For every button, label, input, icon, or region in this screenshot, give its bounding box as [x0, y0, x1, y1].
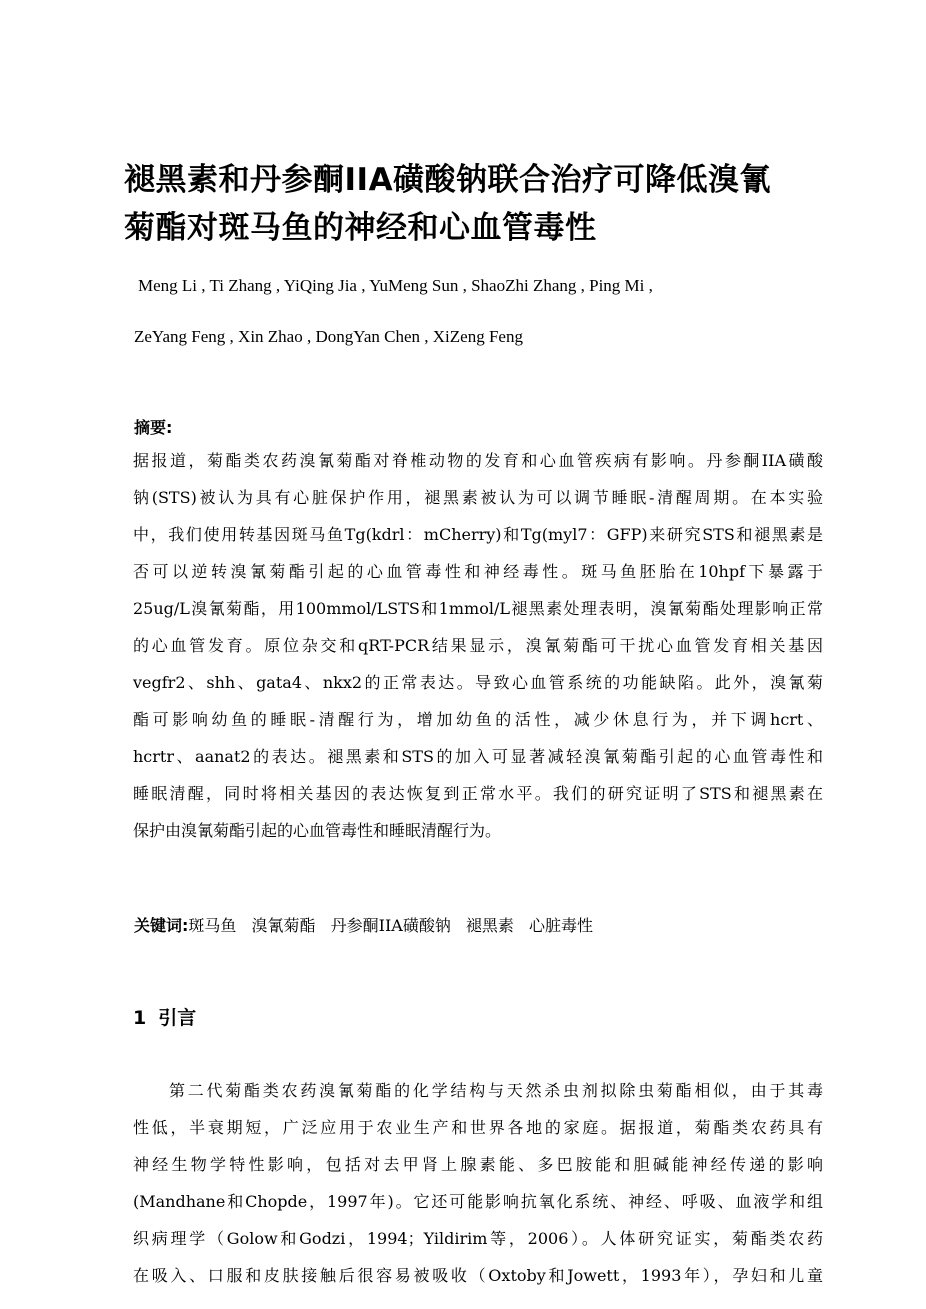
- intro-line: 在吸入、口服和皮肤接触后很容易被吸收（Oxtoby和Jowett，1993年），孕妇和儿童: [133, 1266, 823, 1285]
- author-list-line-1: Meng Li , Ti Zhang , YiQing Jia , YuMeng Sun , ShaoZhi Zhang , Ping Mi ,: [138, 276, 653, 295]
- paper-title: [124, 156, 844, 252]
- section-heading-introduction: [133, 1003, 196, 1030]
- keywords-label: 关键词:: [134, 916, 189, 935]
- keywords: [134, 913, 603, 936]
- keyword: 斑马鱼: [188, 916, 237, 935]
- intro-line: (Mandhane和Chopde，1997年)。它还可能影响抗氧化系统、神经、呼吸、血液学和组: [133, 1192, 823, 1211]
- abstract-label: 摘要:: [134, 418, 173, 437]
- abstract-line: 25ug/L溴氰菊酯，用100mmol/LSTS和1mmol/L褪黑素处理表明，溴氰菊酯处理影响正常: [133, 599, 823, 618]
- intro-line: 第二代菊酯类农药溴氰菊酯的化学结构与天然杀虫剂拟除虫菊酯相似，由于其毒: [169, 1081, 823, 1100]
- abstract-line: 据报道，菊酯类农药溴氰菊酯对脊椎动物的发育和心血管疾病有影响。丹参酮IIA磺酸: [133, 451, 823, 470]
- abstract-line: 的心血管发育。原位杂交和qRT-PCR结果显示，溴氰菊酯可干扰心血管发育相关基因: [133, 636, 823, 655]
- title-line-2: 菊酯对斑马鱼的神经和心血管毒性: [124, 210, 597, 246]
- author-list-line-2: ZeYang Feng , Xin Zhao , DongYan Chen , XiZeng Feng: [134, 327, 523, 346]
- abstract-line: 中，我们使用转基因斑马鱼Tg(kdrl：mCherry)和Tg(myl7：GFP)来研究STS和褪黑素是: [133, 525, 823, 544]
- keyword: 溴氰菊酯: [251, 916, 316, 935]
- intro-line: 织病理学（Golow和Godzi，1994；Yildirim等，2006）。人体研究证实，菊酯类农药: [133, 1229, 823, 1248]
- keyword: 丹参酮IIA磺酸钠: [330, 916, 451, 935]
- abstract-line: vegfr2、shh、gata4、nkx2的正常表达。导致心血管系统的功能缺陷。此外，溴氰菊: [133, 673, 823, 692]
- introduction-body: [133, 1072, 823, 1294]
- keyword: 褪黑素: [465, 916, 514, 935]
- abstract-line: 酯可影响幼鱼的睡眠-清醒行为，增加幼鱼的活性，减少休息行为，并下调hcrt、: [133, 710, 823, 729]
- section-title: 引言: [158, 1007, 197, 1029]
- keyword: 心脏毒性: [529, 916, 594, 935]
- intro-line: 神经生物学特性影响，包括对去甲肾上腺素能、多巴胺能和胆碱能神经传递的影响: [133, 1155, 823, 1174]
- title-line-1: 褪黑素和丹参酮IIA磺酸钠联合治疗可降低溴氰: [124, 162, 772, 198]
- abstract-line: hcrtr、aanat2的表达。褪黑素和STS的加入可显著减轻溴氰菊酯引起的心血管毒性和: [133, 747, 823, 766]
- intro-line: 性低，半衰期短，广泛应用于农业生产和世界各地的家庭。据报道，菊酯类农药具有: [133, 1118, 823, 1137]
- abstract-line: 钠(STS)被认为具有心脏保护作用，褪黑素被认为可以调节睡眠-清醒周期。在本实验: [133, 488, 823, 507]
- abstract-line: 否可以逆转溴氰菊酯引起的心血管毒性和神经毒性。斑马鱼胚胎在10hpf下暴露于: [133, 562, 823, 581]
- abstract-line: 保护由溴氰菊酯引起的心血管毒性和睡眠清醒行为。: [133, 821, 502, 840]
- abstract-line: 睡眠清醒，同时将相关基因的表达恢复到正常水平。我们的研究证明了STS和褪黑素在: [133, 784, 823, 803]
- section-number: 1: [133, 1007, 147, 1029]
- abstract-body: [133, 442, 823, 849]
